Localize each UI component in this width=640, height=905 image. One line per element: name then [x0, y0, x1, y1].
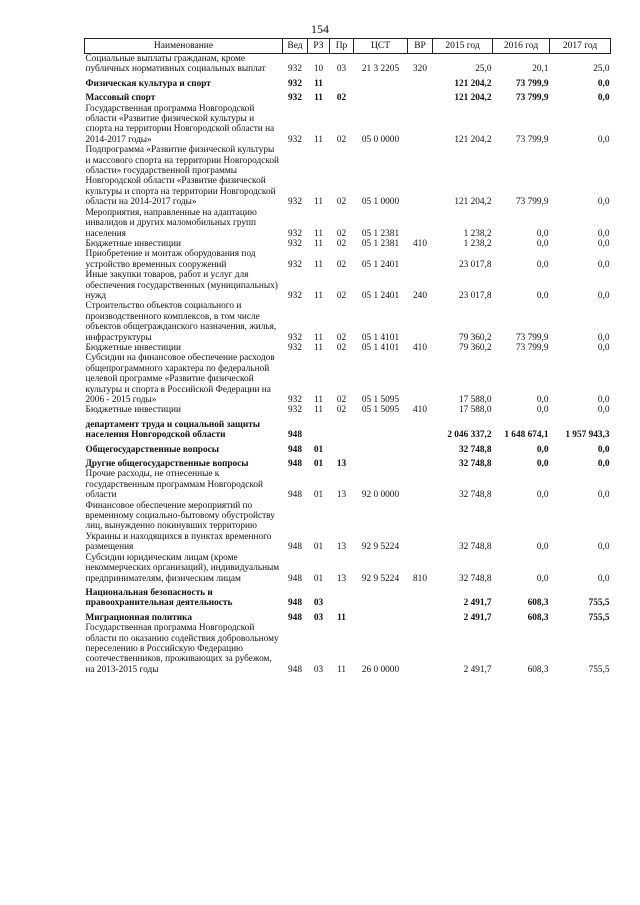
table-row: [85, 416, 611, 441]
row-2016: 0,0: [536, 542, 549, 553]
row-cst: 05 1 2381: [361, 228, 400, 239]
row-rz: 03: [313, 598, 324, 609]
row-2017: 0,0: [597, 238, 610, 249]
table-row: [85, 353, 611, 405]
row-name: Прочие расходы, не отнесенные к государственным программам Новгородской области: [85, 469, 264, 501]
table-row: [85, 609, 611, 623]
row-2015: 32 748,8: [458, 490, 492, 501]
table-row: [85, 208, 611, 239]
row-rz: 11: [314, 93, 323, 104]
table-row: [85, 75, 611, 89]
row-2017: 0,0: [597, 78, 610, 89]
row-cst: 21 3 2205: [361, 64, 400, 75]
table-row: [85, 54, 611, 75]
row-2016: 73 799,9: [515, 332, 549, 343]
row-cst: [354, 584, 408, 609]
table-row: [85, 301, 611, 343]
row-2016: 0,0: [536, 228, 549, 239]
header-pr: Пр: [330, 39, 354, 54]
row-ved: 932: [288, 259, 302, 270]
row-pr: 02: [336, 228, 347, 239]
row-pr: 11: [337, 664, 346, 675]
header-ved: Вед: [283, 39, 308, 54]
row-ved: 932: [288, 395, 302, 405]
row-ved: 948: [288, 573, 302, 584]
row-rz: 11: [314, 290, 323, 301]
row-name: Социальные выплаты гражданам, кроме публичных нормативных социальных выплат: [85, 54, 266, 75]
row-rz: 11: [314, 342, 323, 353]
row-2015: 23 017,8: [458, 290, 492, 301]
row-rz: 11: [314, 78, 323, 89]
table-row: [85, 249, 611, 270]
row-ved: 948: [288, 664, 302, 675]
row-2015: 2 491,7: [463, 664, 492, 675]
row-name: Строительство объектов социального и производственного комплексов, в том числе объектов общегражданского назначения, жилья, инфраструктуры: [85, 301, 277, 343]
row-2015: 2 491,7: [463, 612, 492, 623]
row-rz: 01: [313, 459, 324, 470]
row-2016: 1 648 674,1: [504, 430, 549, 441]
table-row: [85, 501, 611, 553]
row-pr: 13: [336, 490, 347, 501]
row-vr: [408, 609, 433, 623]
row-name: Мероприятия, направленные на адаптацию инвалидов и других маломобильных групп населения: [85, 207, 257, 239]
row-rz: 11: [314, 238, 323, 249]
row-2016: 0,0: [536, 290, 549, 301]
row-name: Бюджетные инвестиции: [85, 342, 181, 353]
row-2017: 755,5: [588, 612, 610, 623]
row-pr: [330, 416, 354, 441]
row-cst: 26 0 0000: [361, 664, 400, 675]
table-row: [85, 553, 611, 584]
row-pr: 02: [336, 259, 347, 270]
row-rz: [308, 416, 330, 441]
row-vr: [408, 455, 433, 469]
row-vr: 240: [413, 290, 427, 301]
row-ved: 932: [288, 290, 302, 301]
row-rz: 11: [314, 228, 323, 239]
row-name: Финансовое обеспечение мероприятий по временному социально-бытовому обустройству лиц, вынужденно покинувших территорию Украины и находящихся в пунктах временного размещения: [85, 500, 275, 553]
row-2015: 32 748,8: [458, 542, 492, 553]
row-name: Национальная безопасность и правоохранительная деятельность: [85, 587, 233, 609]
row-vr: [408, 623, 433, 675]
table-row: [85, 441, 611, 455]
row-rz: 11: [314, 259, 323, 270]
row-2017: 0,0: [597, 395, 610, 405]
row-vr: [408, 145, 433, 207]
row-pr: [330, 441, 354, 455]
row-pr: 13: [336, 542, 347, 553]
table-row: [85, 104, 611, 146]
table-header-row: [85, 39, 611, 54]
row-2015: 25,0: [475, 64, 492, 75]
row-2015: 17 588,0: [458, 395, 492, 405]
row-2016: 608,3: [527, 598, 549, 609]
table-row: [85, 455, 611, 469]
row-vr: [408, 469, 433, 500]
row-2016: 0,0: [536, 573, 549, 584]
row-vr: 410: [413, 238, 427, 249]
row-vr: [408, 75, 433, 89]
row-rz: 11: [314, 395, 323, 405]
row-2017: 0,0: [597, 459, 610, 470]
row-rz: 01: [313, 542, 324, 553]
row-cst: [354, 609, 408, 623]
row-name: Приобретение и монтаж оборудования под устройство временных сооружений: [85, 249, 256, 270]
row-2017: 0,0: [597, 405, 610, 416]
row-2015: 32 748,8: [458, 444, 492, 455]
row-pr: 02: [336, 197, 347, 208]
row-ved: 932: [288, 238, 302, 249]
row-pr: 02: [336, 134, 347, 145]
table-row: [85, 469, 611, 500]
row-vr: 410: [413, 342, 427, 353]
row-name: Субсидии юридическим лицам (кроме некоммерческих организаций), индивидуальным предпринимателям, физическим лицам: [85, 552, 280, 584]
row-rz: 11: [314, 405, 323, 416]
row-name: Физическая культура и спорт: [85, 78, 211, 89]
row-cst: 05 1 5095: [361, 395, 400, 405]
row-vr: [408, 501, 433, 553]
row-ved: 932: [288, 93, 302, 104]
row-2016: 73 799,9: [515, 134, 549, 145]
row-rz: 01: [313, 444, 324, 455]
row-ved: 932: [288, 228, 302, 239]
row-ved: 948: [288, 598, 302, 609]
budget-table: [84, 38, 611, 675]
header-2017: 2017 год: [550, 39, 611, 54]
row-ved: 948: [288, 444, 302, 455]
row-vr: [408, 441, 433, 455]
row-cst: 05 1 2401: [361, 259, 400, 270]
row-ved: 948: [288, 430, 302, 441]
row-2016: 0,0: [536, 259, 549, 270]
row-cst: 05 1 2401: [361, 290, 400, 301]
row-2016: 0,0: [536, 444, 549, 455]
row-pr: 02: [336, 395, 347, 405]
row-vr: [408, 416, 433, 441]
row-ved: 932: [288, 405, 302, 416]
row-2016: 0,0: [536, 238, 549, 249]
row-cst: 92 9 5224: [361, 542, 400, 553]
row-2016: 0,0: [536, 395, 549, 405]
row-2017: 0,0: [597, 573, 610, 584]
row-2016: 20,1: [532, 64, 549, 75]
row-ved: 932: [288, 64, 302, 75]
row-ved: 948: [288, 542, 302, 553]
row-cst: 05 1 2381: [361, 238, 400, 249]
row-vr: [408, 249, 433, 270]
row-ved: 932: [288, 342, 302, 353]
row-2017: 25,0: [593, 64, 610, 75]
row-2017: 0,0: [597, 197, 610, 208]
row-rz: 01: [313, 573, 324, 584]
row-vr: 810: [413, 573, 427, 584]
row-cst: 92 9 5224: [361, 573, 400, 584]
row-ved: 932: [288, 78, 302, 89]
row-rz: 03: [313, 612, 324, 623]
row-rz: 11: [314, 332, 323, 343]
row-pr: 13: [336, 459, 347, 470]
row-pr: 02: [336, 93, 347, 104]
row-2017: 0,0: [597, 444, 610, 455]
row-2015: 32 748,8: [458, 459, 492, 470]
row-name: Миграционная политика: [85, 612, 192, 623]
row-2016: 73 799,9: [515, 93, 549, 104]
row-2017: 1 957 943,3: [565, 430, 610, 441]
row-2015: 17 588,0: [458, 405, 492, 416]
page-number: 154: [311, 22, 329, 36]
row-rz: 01: [313, 490, 324, 501]
row-2016: 73 799,9: [515, 342, 549, 353]
table-row: [85, 623, 611, 675]
row-name: Подпрограмма «Развитие физической культуры и массового спорта на территории Новгородской области» государственной программы Новгородской области «Развитие физической культуры и спорта на территории Новгородской области на 2014-2017 годы»: [85, 145, 280, 208]
row-ved: 932: [288, 197, 302, 208]
row-pr: 02: [336, 238, 347, 249]
row-pr: 02: [336, 290, 347, 301]
row-pr: 02: [336, 342, 347, 353]
row-rz: 10: [313, 64, 324, 75]
row-ved: 948: [288, 612, 302, 623]
row-rz: 11: [314, 134, 323, 145]
row-vr: [408, 89, 433, 103]
row-cst: [354, 455, 408, 469]
row-ved: 932: [288, 332, 302, 343]
row-name: Иные закупки товаров, работ и услуг для обеспечения государственных (муниципальных) нужд: [85, 270, 278, 301]
row-cst: 92 0 0000: [361, 490, 400, 501]
row-name: Массовый спорт: [85, 93, 156, 104]
row-2015: 2 046 337,2: [447, 430, 492, 441]
header-2016: 2016 год: [493, 39, 550, 54]
row-cst: 05 1 5095: [361, 405, 400, 416]
row-ved: 948: [288, 490, 302, 501]
table-row: [85, 343, 611, 353]
row-2015: 79 360,2: [458, 332, 492, 343]
row-cst: 05 0 0000: [361, 134, 400, 145]
row-name: Бюджетные инвестиции: [85, 405, 181, 416]
row-vr: 320: [413, 64, 427, 75]
row-2015: 1 238,2: [463, 228, 492, 239]
row-rz: 11: [314, 197, 323, 208]
row-name: Общегосударственные вопросы: [85, 444, 220, 455]
row-ved: 948: [288, 459, 302, 470]
row-2015: 32 748,8: [458, 573, 492, 584]
row-name: Субсидии на финансовое обеспечение расходов общепрограммного характера по федеральной целевой программе «Развитие физической культуры и спорта в Российской Федерации на 2006 - 2015 годы»: [85, 353, 275, 405]
row-vr: [408, 584, 433, 609]
row-vr: 410: [413, 405, 427, 416]
row-2016: 73 799,9: [515, 197, 549, 208]
row-cst: [354, 441, 408, 455]
row-pr: 11: [337, 612, 346, 623]
row-2015: 121 204,2: [454, 93, 492, 104]
row-2017: 0,0: [597, 134, 610, 145]
row-cst: 05 1 4101: [361, 332, 400, 343]
row-2017: 0,0: [597, 490, 610, 501]
row-vr: [408, 301, 433, 343]
row-2017: 0,0: [597, 93, 610, 104]
table-row: [85, 584, 611, 609]
row-2016: 73 799,9: [515, 78, 549, 89]
row-vr: [408, 353, 433, 405]
header-vr: ВР: [408, 39, 433, 54]
row-cst: 05 1 4101: [361, 342, 400, 353]
row-2015: 79 360,2: [458, 342, 492, 353]
row-cst: [354, 75, 408, 89]
table-row: [85, 270, 611, 301]
row-2017: 755,5: [588, 598, 610, 609]
row-name: Другие общегосударственные вопросы: [85, 459, 249, 470]
row-cst: [354, 416, 408, 441]
row-2016: 0,0: [536, 459, 549, 470]
row-2015: 121 204,2: [454, 197, 492, 208]
row-pr: 02: [336, 405, 347, 416]
row-2017: 0,0: [597, 259, 610, 270]
table-row: [85, 145, 611, 207]
row-name: Государственная программа Новгородской области по оказанию содействия добровольному переселению в Российскую Федерацию соотечественников, проживающих за рубежом, на 2013-2015 годы: [85, 623, 279, 675]
row-2016: 608,3: [527, 612, 549, 623]
row-2017: 0,0: [597, 542, 610, 553]
table-row: [85, 239, 611, 249]
row-cst: 05 1 0000: [361, 197, 400, 208]
header-rz: РЗ: [308, 39, 330, 54]
row-2016: 0,0: [536, 490, 549, 501]
row-pr: 02: [336, 332, 347, 343]
row-2017: 0,0: [597, 290, 610, 301]
row-name: Бюджетные инвестиции: [85, 238, 181, 249]
header-cst: ЦСТ: [354, 39, 408, 54]
row-2016: 0,0: [536, 405, 549, 416]
row-2015: 1 238,2: [463, 238, 492, 249]
row-vr: [408, 208, 433, 239]
row-cst: [354, 89, 408, 103]
row-2015: 121 204,2: [454, 78, 492, 89]
row-2017: 0,0: [597, 228, 610, 239]
row-vr: [408, 104, 433, 146]
row-2017: 0,0: [597, 332, 610, 343]
table-row: [85, 405, 611, 415]
row-2017: 0,0: [597, 342, 610, 353]
row-2015: 23 017,8: [458, 259, 492, 270]
row-2017: 755,5: [588, 664, 610, 675]
row-ved: 932: [288, 134, 302, 145]
row-name: Государственная программа Новгородской области «Развитие физической культуры и спорта на территории Новгородской области на 2014-2017 годы»: [85, 103, 275, 145]
header-name: Наименование: [85, 39, 283, 54]
row-rz: 03: [313, 664, 324, 675]
row-2016: 608,3: [527, 664, 549, 675]
row-name: департамент труда и социальной защиты населения Новгородской области: [85, 419, 261, 441]
header-2015: 2015 год: [433, 39, 493, 54]
row-2015: 121 204,2: [454, 134, 492, 145]
row-pr: [330, 584, 354, 609]
table-row: [85, 89, 611, 103]
row-pr: 13: [336, 573, 347, 584]
row-pr: [330, 75, 354, 89]
row-2015: 2 491,7: [463, 598, 492, 609]
row-pr: 03: [336, 64, 347, 75]
